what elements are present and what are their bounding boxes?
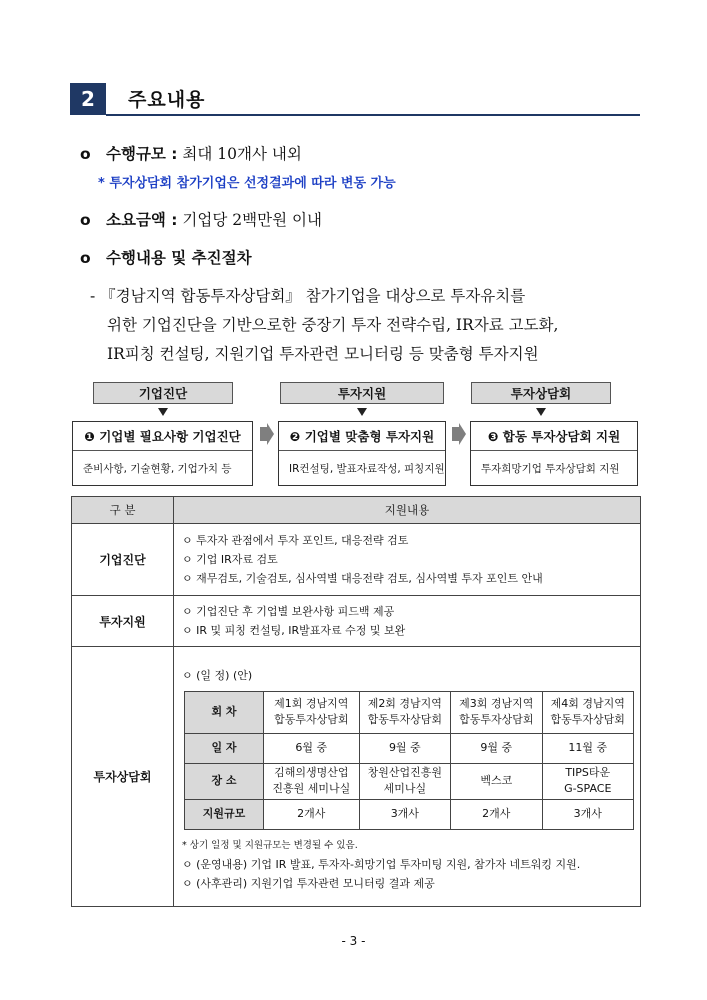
bullet-marker: o <box>80 249 91 267</box>
row-category: 투자지원 <box>72 596 174 647</box>
down-arrow-icon <box>158 408 168 416</box>
flow-stage-desc: 준비사항, 기술현황, 기업가치 등 <box>83 462 232 475</box>
section-number: 2 <box>70 83 106 115</box>
right-arrow-icon <box>260 423 274 445</box>
schedule-row <box>185 733 634 763</box>
cell-line: G-SPACE <box>564 782 612 795</box>
cell-line: 창원산업진흥원 <box>367 766 443 779</box>
paragraph-line: 위한 기업진단을 기반으로한 중장기 투자 전략수립, IR자료 고도화, <box>107 316 559 334</box>
bullet-budget <box>80 208 322 230</box>
schedule-cell <box>451 691 542 733</box>
schedule-cell: 3개사 <box>542 799 634 829</box>
flow-stage-head: 투자지원 <box>280 382 444 404</box>
cell-line: TIPS타운 <box>565 766 611 779</box>
right-arrow-icon <box>452 423 466 445</box>
schedule-cell <box>264 763 360 799</box>
cell-line: 제3회 경남지역 <box>459 697 534 710</box>
schedule-row <box>185 763 634 799</box>
participation-note: * 투자상담회 참가기업은 선정결과에 따라 변동 가능 <box>98 176 396 191</box>
support-table <box>71 496 641 907</box>
schedule-cell: 11월 중 <box>542 733 634 763</box>
schedule-cell: 2개사 <box>451 799 542 829</box>
list-item: ㅇ (사후관리) 지원기업 투자관련 모니터링 결과 제공 <box>182 876 435 890</box>
bullet-label: 소요금액 : <box>106 211 178 229</box>
schedule-row <box>185 799 634 829</box>
flow-stage-box <box>72 421 253 486</box>
cell-line: 합동투자상담회 <box>550 713 625 726</box>
flow-stage-head: 투자상담회 <box>471 382 611 404</box>
cell-line: 제2회 경남지역 <box>367 697 442 710</box>
table-row <box>72 647 641 907</box>
section-title: 주요내용 <box>128 89 206 111</box>
row-category: 투자상담회 <box>72 647 174 907</box>
flow-stage-box <box>278 421 446 486</box>
schedule-cell <box>451 763 542 799</box>
schedule-table <box>184 691 634 830</box>
bullet-marker: o <box>80 145 91 163</box>
bullet-content <box>80 246 252 268</box>
schedule-cell <box>542 763 634 799</box>
schedule-cell <box>359 691 450 733</box>
schedule-label: ㅇ (일 정) (안) <box>182 668 253 682</box>
flow-stage-title: ❶ 기업별 필요사항 기업진단 <box>73 422 252 451</box>
table-row <box>72 596 641 647</box>
flow-stage-desc: IR컨설팅, 발표자료작성, 피칭지원 <box>289 462 445 475</box>
table-header: 지원내용 <box>174 497 641 524</box>
cell-line: 김해의생명산업 <box>274 766 349 779</box>
down-arrow-icon <box>357 408 367 416</box>
bullet-scale <box>80 142 302 164</box>
row-items <box>174 596 641 647</box>
bullet-text: 기업당 2백만원 이내 <box>177 211 322 229</box>
cell-line: 제4회 경남지역 <box>550 697 625 710</box>
schedule-cell: 9월 중 <box>359 733 450 763</box>
flow-stage-title: ❸ 합동 투자상담회 지원 <box>471 422 637 451</box>
paragraph-line: IR피칭 컨설팅, 지원기업 투자관련 모니터링 등 맞춤형 투자지원 <box>107 345 539 363</box>
cell-line: 합동투자상담회 <box>367 713 443 726</box>
schedule-cell <box>359 763 450 799</box>
list-item: ㅇ (운영내용) 기업 IR 발표, 투자자-희망기업 투자미팅 지원, 참가자 네트워킹 지원. <box>182 857 581 871</box>
schedule-cell: 2개사 <box>264 799 360 829</box>
schedule-row-label: 지원규모 <box>185 799 264 829</box>
cell-line: 합동투자상담회 <box>459 713 534 726</box>
bullet-marker: o <box>80 211 91 229</box>
list-item: ㅇ 재무검토, 기술검토, 심사역별 대응전략 검토, 심사역별 투자 포인트 안내 <box>182 572 543 585</box>
table-header: 구 분 <box>72 497 174 524</box>
list-item: ㅇ 기업진단 후 기업별 보완사항 피드백 제공 <box>182 605 395 618</box>
row-items <box>174 647 641 907</box>
list-item: ㅇ IR 및 피칭 컨설팅, IR발표자료 수정 및 보완 <box>182 624 406 637</box>
flow-stage-title: ❷ 기업별 맞춤형 투자지원 <box>279 422 445 451</box>
row-category: 기업진단 <box>72 524 174 596</box>
page-number: - 3 - <box>341 934 366 948</box>
schedule-row <box>185 691 634 733</box>
schedule-cell <box>264 691 360 733</box>
schedule-row-label: 회 차 <box>185 691 264 733</box>
row-items <box>174 524 641 596</box>
schedule-cell: 9월 중 <box>451 733 542 763</box>
schedule-footnote: * 상기 일정 및 지원규모는 변경될 수 있음. <box>182 839 358 851</box>
cell-line: 제1회 경남지역 <box>274 697 349 710</box>
cell-line: 진흥원 세미나실 <box>272 782 351 795</box>
flow-stage-desc: 투자희망기업 투자상담회 지원 <box>481 462 620 475</box>
bullet-label: 수행내용 및 추진절차 <box>106 249 252 267</box>
down-arrow-icon <box>536 408 546 416</box>
bullet-label: 수행규모 : <box>106 145 178 163</box>
section-underline <box>106 114 640 116</box>
table-row <box>72 524 641 596</box>
list-item: ㅇ 기업 IR자료 검토 <box>182 553 278 566</box>
paragraph-line: - 『경남지역 합동투자상담회』 참가기업을 대상으로 투자유치를 <box>90 287 526 305</box>
schedule-cell <box>542 691 634 733</box>
bullet-text: 최대 10개사 내외 <box>177 145 302 163</box>
cell-line: 벡스코 <box>480 774 513 787</box>
flow-stage-box <box>470 421 638 486</box>
list-item: ㅇ 투자자 관점에서 투자 포인트, 대응전략 검토 <box>182 534 409 547</box>
schedule-row-label: 장 소 <box>185 763 264 799</box>
schedule-row-label: 일 자 <box>185 733 264 763</box>
flow-stage-head: 기업진단 <box>93 382 233 404</box>
schedule-cell: 6월 중 <box>264 733 360 763</box>
cell-line: 합동투자상담회 <box>274 713 349 726</box>
cell-line: 세미나실 <box>383 782 427 795</box>
schedule-cell: 3개사 <box>359 799 450 829</box>
